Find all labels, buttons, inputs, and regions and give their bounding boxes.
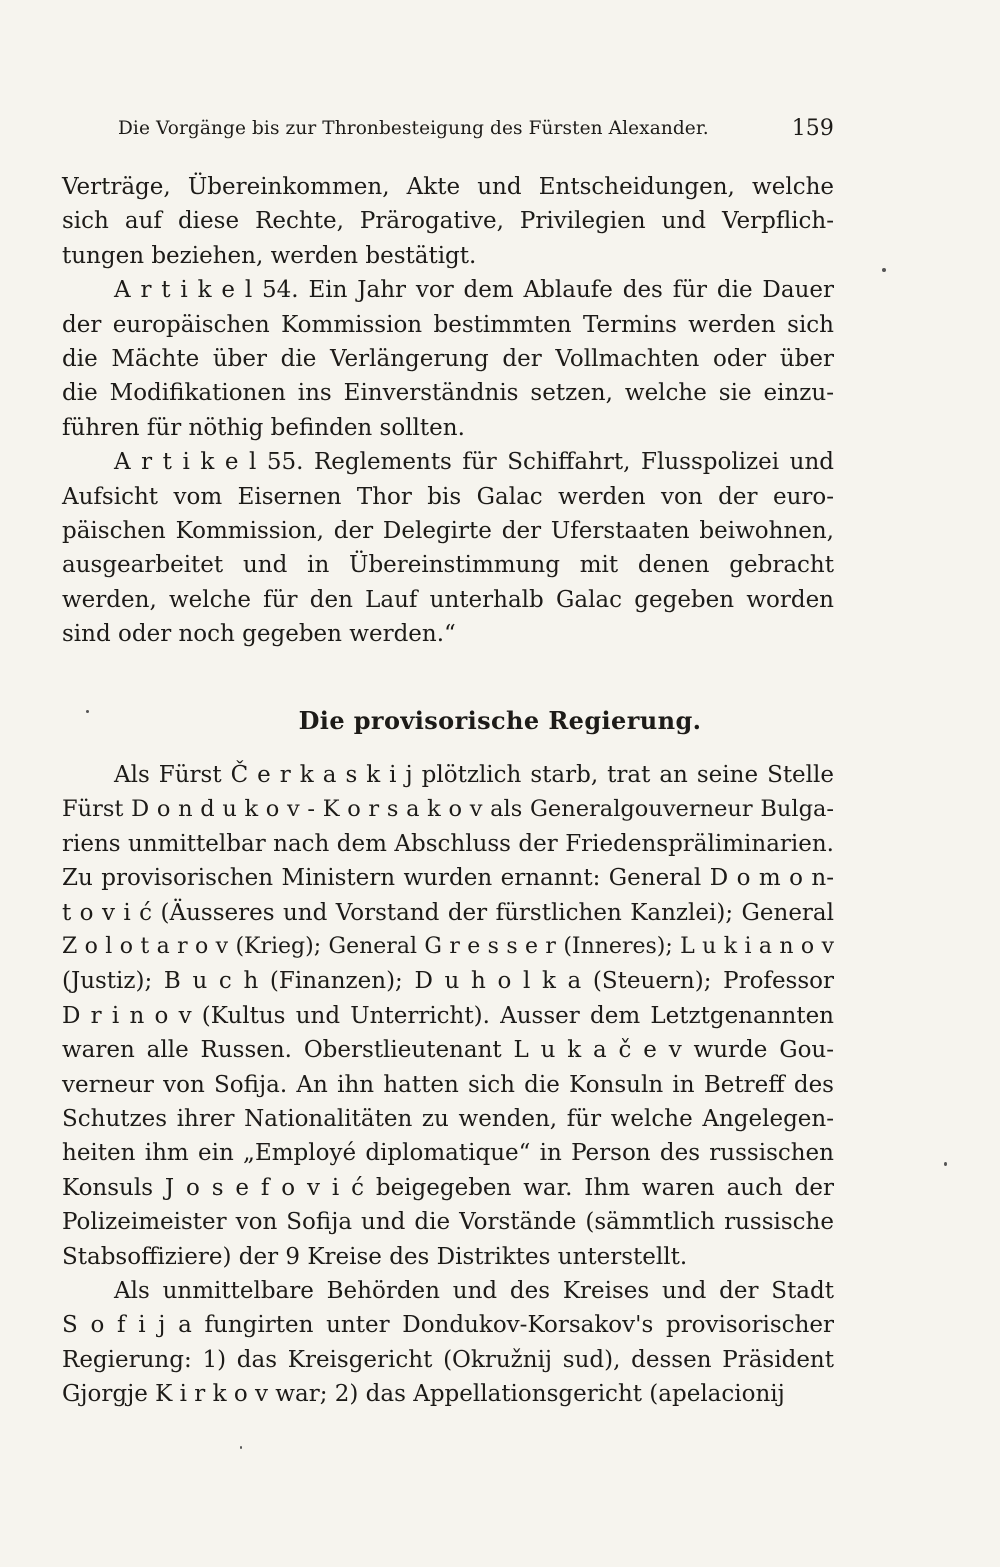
text-line: Regierung: 1) das Kreisgericht (Okružnij sud), dessen Präsident bbox=[62, 1346, 834, 1373]
text-line: tungen beziehen, werden bestätigt. bbox=[62, 242, 477, 269]
text-line: führen für nöthig befinden sollten. bbox=[62, 414, 465, 441]
text-line: riens unmittelbar nach dem Abschluss der Friedenspräliminarien. bbox=[62, 830, 834, 857]
text-line: die Modifikationen ins Einverständnis setzen, welche sie einzu- bbox=[62, 380, 834, 407]
text-line: der europäischen Kommission bestimmten Termins werden sich bbox=[62, 311, 834, 338]
text-line: Stabsoffiziere) der 9 Kreise des Distriktes unterstellt. bbox=[62, 1243, 688, 1270]
text-line: Z o l o t a r o v (Krieg); General G r e s s e r (Inneres); L u k i a n o v bbox=[62, 934, 834, 959]
text-line: Polizeimeister von Sofija und die Vorstände (sämmtlich russische bbox=[62, 1209, 834, 1236]
section-heading: Die provisorische Regierung. bbox=[298, 706, 702, 735]
text-line: Gjorgje K i r k o v war; 2) das Appellationsgericht (apelacionij bbox=[62, 1381, 785, 1408]
text-line: Schutzes ihrer Nationalitäten zu wenden, für welche Angelegen- bbox=[62, 1106, 834, 1132]
paper-speck bbox=[240, 1446, 242, 1449]
text-line: A r t i k e l 55. Reglements für Schiffahrt, Flusspolizei und bbox=[114, 449, 834, 476]
text-line: Fürst D o n d u k o v - K o r s a k o v als Generalgouverneur Bulga- bbox=[62, 796, 834, 823]
paper-speck bbox=[944, 1162, 947, 1166]
text-line: S o f i j a fungirten unter Dondukov-Korsakov's provisorischer bbox=[62, 1312, 834, 1339]
text-line: werden, welche für den Lauf unterhalb Galac gegeben worden bbox=[62, 586, 834, 613]
text-line: t o v i ć (Äusseres und Vorstand der fürstlichen Kanzlei); General bbox=[62, 899, 834, 926]
text-line: Zu provisorischen Ministern wurden ernannt: General D o m o n- bbox=[62, 865, 834, 892]
text-line: A r t i k e l 54. Ein Jahr vor dem Ablaufe des für die Dauer bbox=[114, 277, 834, 304]
paper-speck bbox=[882, 268, 886, 272]
text-line: heiten ihm ein „Employé diplomatique“ in Person des russischen bbox=[62, 1140, 834, 1167]
text-line: D r i n o v (Kultus und Unterricht). Ausser dem Letztgenannten bbox=[62, 1002, 834, 1029]
text-line: ausgearbeitet und in Übereinstimmung mit denen gebracht bbox=[62, 552, 834, 579]
text-line: verneur von Sofija. An ihn hatten sich die Konsuln in Betreff des bbox=[62, 1071, 834, 1098]
paper-speck bbox=[86, 710, 89, 713]
text-line: Als unmittelbare Behörden und des Kreises und der Stadt bbox=[114, 1278, 834, 1304]
text-line: Verträge, Übereinkommen, Akte und Entscheidungen, welche bbox=[62, 174, 834, 200]
text-line: Konsuls J o s e f o v i ć beigegeben war. Ihm waren auch der bbox=[62, 1174, 834, 1201]
text-line: päischen Kommission, der Delegirte der Uferstaaten beiwohnen, bbox=[62, 518, 834, 544]
text-line: die Mächte über die Verlängerung der Vollmachten oder über bbox=[62, 346, 834, 372]
text-line: Als Fürst Č e r k a s k i j plötzlich starb, trat an seine Stelle bbox=[114, 762, 834, 788]
text-line: waren alle Russen. Oberstlieutenant L u k a č e v wurde Gou- bbox=[62, 1037, 834, 1064]
text-line: (Justiz); B u c h (Finanzen); D u h o l k a (Steuern); Professor bbox=[62, 968, 834, 995]
running-head: Die Vorgänge bis zur Thronbesteigung des Fürsten Alexander. bbox=[118, 118, 709, 139]
text-line: Aufsicht vom Eisernen Thor bis Galac werden von der euro- bbox=[62, 483, 834, 510]
text-line: sich auf diese Rechte, Prärogative, Privilegien und Verpflich- bbox=[62, 208, 834, 235]
text-line: sind oder noch gegeben werden.“ bbox=[62, 621, 456, 648]
page-number: 159 bbox=[791, 116, 834, 141]
